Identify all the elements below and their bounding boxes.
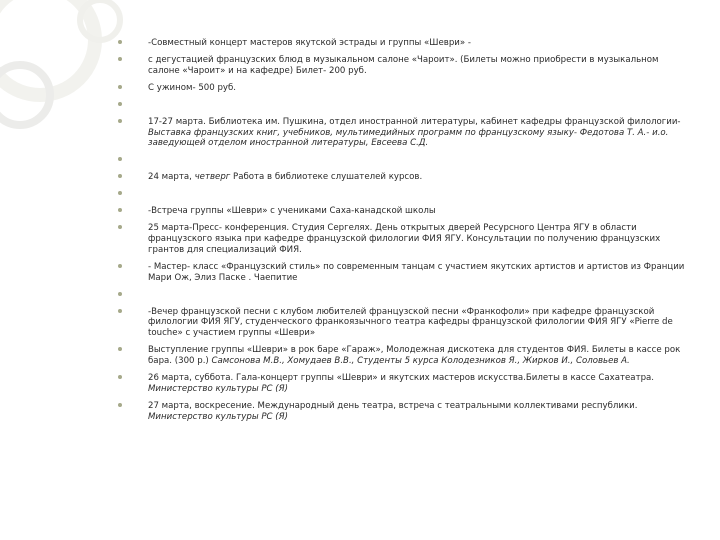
bullet-list	[110, 38, 690, 422]
bullet-dot-icon	[118, 375, 122, 379]
bullet-dot-icon	[118, 191, 122, 195]
bullet-item	[110, 189, 690, 200]
bullet-text: -Вечер французской песни с клубом любителей французской песни «Франкофоли» при кафедре французской филологии ФИЯ ЯГУ, студенческого франкоязычного театра кафедры французской филологии ФИЯ ЯГУ «Pierre de touche» с участием группы «Шеври»	[148, 306, 673, 339]
bullet-item	[110, 55, 690, 77]
bullet-dot-icon	[118, 40, 122, 44]
bullet-dot-icon	[118, 309, 122, 313]
bullet-text-italic: четверг	[194, 172, 231, 183]
bullet-dot-icon	[118, 225, 122, 229]
deco-circle-2	[0, 65, 50, 125]
bullet-item	[110, 155, 690, 166]
bullet-text-italic: Самсонова М.В., Хомудаев В.В., Студенты 5 курса Колодезников Я., Жирков И., Соловьев А.	[211, 355, 630, 366]
bullet-item	[110, 206, 690, 217]
bullet-item	[110, 100, 690, 111]
bullet-dot-icon	[118, 292, 122, 296]
bullet-text-italic: Министерство культуры РС (Я)	[148, 383, 288, 394]
bullet-item	[110, 117, 690, 149]
bullet-item	[110, 290, 690, 301]
bullet-item	[110, 172, 690, 183]
bullet-text: 24 марта,	[148, 172, 195, 183]
bullet-item	[110, 83, 690, 94]
bullet-dot-icon	[118, 264, 122, 268]
bullet-item	[110, 345, 690, 367]
bullet-item	[110, 307, 690, 339]
bullet-dot-icon	[118, 102, 122, 106]
bullet-text: Работа в библиотеке слушателей курсов.	[230, 172, 423, 183]
bullet-text: Выступление группы «Шеври» в рок баре «Гараж», Молодежная дискотека для студентов ФИЯ. Билеты в кассе рок бара. (300 р.)	[148, 345, 681, 366]
bullet-item	[110, 262, 690, 284]
bullet-dot-icon	[118, 119, 122, 123]
bullet-item	[110, 373, 690, 395]
bullet-dot-icon	[118, 174, 122, 178]
bullet-item	[110, 401, 690, 423]
bullet-text-italic: Выставка французских книг, учебников, мультимедийных программ по французскому языку- Федотова Т. А.- и.о. заведующей отделом иностранной литературы, Евсеева С.Д.	[148, 127, 669, 149]
bullet-text: - Мастер- класс «Французский стиль» по современным танцам с участием якутских артистов и артистов из Франции Мари Ож, Элиз Паске . Чаепитие	[148, 261, 685, 283]
deco-circle-3	[80, 0, 120, 40]
bullet-dot-icon	[118, 403, 122, 407]
bullet-dot-icon	[118, 85, 122, 89]
bullet-text-italic: Министерство культуры РС (Я)	[148, 411, 288, 422]
bullet-dot-icon	[118, 57, 122, 61]
slide-content	[110, 38, 690, 429]
bullet-text: -Совместный концерт мастеров якутской эстрады и группы «Шеври» -	[148, 38, 471, 48]
bullet-text: С ужином- 500 руб.	[148, 82, 237, 93]
bullet-text: с дегустацией французских блюд в музыкальном салоне «Чароит». (Билеты можно приобрести в музыкальном салоне «Чароит» и на кафедре) Билет- 200 руб.	[148, 54, 659, 76]
bullet-dot-icon	[118, 157, 122, 161]
bullet-item	[110, 223, 690, 255]
bullet-text: 26 марта, суббота. Гала-концерт группы «Шеври» и якутских мастеров искусства.Билеты в кассе Сахатеатра.	[148, 372, 655, 383]
bullet-text: 25 марта-Пресс- конференция. Студия Сергелях. День открытых дверей Ресурсного Центра ЯГУ в области французского языка при кафедре французской филологии ФИЯ ЯГУ. Консультации по получению французских грантов для специализаций ФИЯ.	[148, 223, 661, 255]
bullet-dot-icon	[118, 208, 122, 212]
bullet-text: 17-27 марта. Библиотека им. Пушкина, отдел иностранной литературы, кабинет кафедры французской филологии-	[148, 116, 681, 127]
bullet-text: 27 марта, воскресение. Международный день театра, встреча с театральными коллективами республики.	[148, 400, 638, 411]
bullet-item	[110, 38, 690, 49]
bullet-text: -Встреча группы «Шеври» с учениками Саха-канадской школы	[148, 206, 436, 217]
bullet-dot-icon	[118, 347, 122, 351]
deco-circle-1	[0, 0, 95, 95]
